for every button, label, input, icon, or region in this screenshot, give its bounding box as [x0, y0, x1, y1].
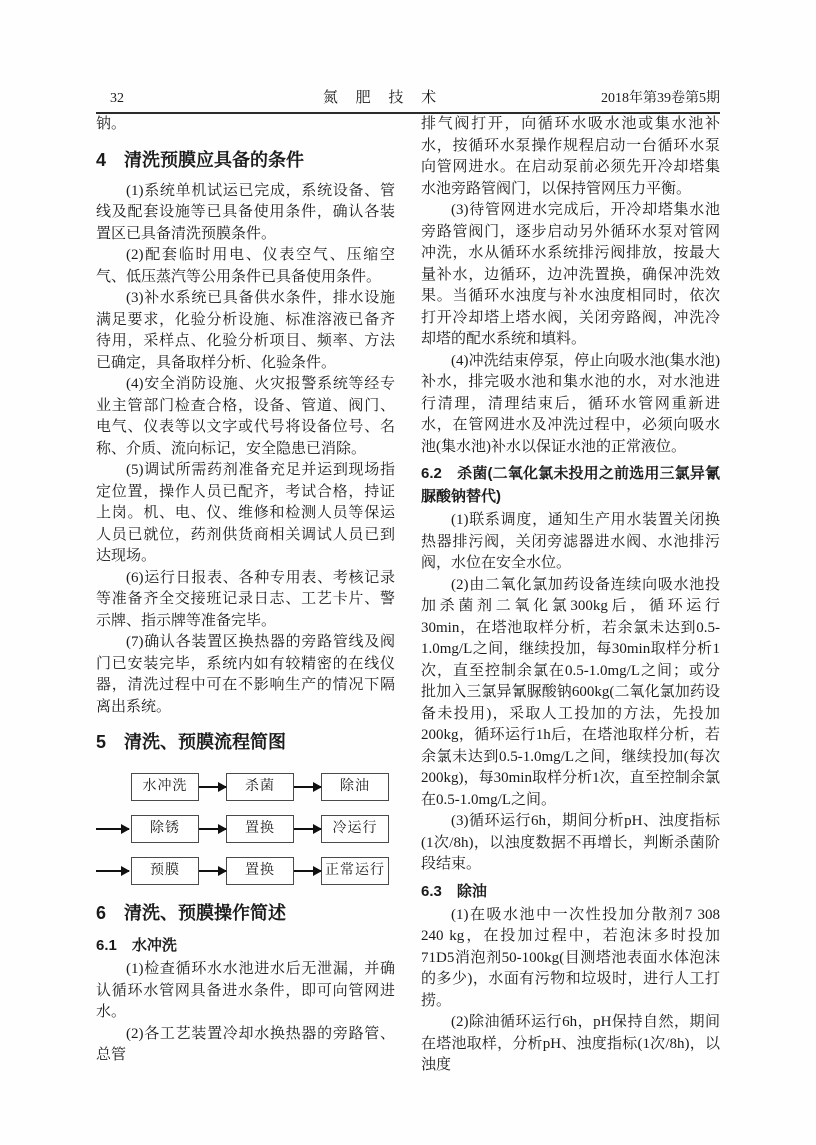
flow-box-degrease: 除油	[321, 773, 389, 801]
paragraph: (3)补水系统已具备供水条件，排水设施满足要求，化验分析设施、标准溶液已备齐待用，采样点、化验分析项目、频率、方法已确定，具备取样分析、化验条件。	[96, 290, 395, 371]
subsection-heading-6-3: 6.3 除油	[421, 882, 487, 900]
flow-box-replace-1: 置换	[226, 815, 294, 843]
paragraph: (3)待管网进水完成后，开冷却塔集水池旁路管阀门，逐步启动另外循环水泵对管网冲洗，水从循环水系统排污阀排放，按最大量补水，边循环，边冲洗置换，确保冲洗效果。当循环水浊度与补水浊度相同时，依次打开冷却塔上塔水阀，关闭旁路阀，冲洗冷却塔的配水系统和填料。	[421, 202, 720, 347]
flow-entry-arrow-icon	[96, 870, 129, 872]
section-heading-4: 4 清洗预膜应具备的条件	[96, 149, 305, 170]
flow-arrow-icon	[199, 870, 226, 872]
flow-box-normal-run: 正常运行	[321, 857, 389, 885]
flow-arrow-icon	[294, 828, 321, 830]
subsection-heading-6-2: 6.2 杀菌(二氧化氯未投用之前选用三氯异氰脲酸钠替代)	[421, 465, 720, 505]
flow-row-2	[96, 814, 395, 843]
paragraph: (4)安全消防设施、火灾报警系统等经专业主管部门检查合格，设备、管道、阀门、电气、仪表等以文字或代号将设备位号、名称、介质、流向标记，安全隐患已消除。	[96, 376, 395, 457]
flow-box-water-flush: 水冲洗	[131, 773, 199, 801]
flow-box-sterilize: 杀菌	[226, 773, 294, 801]
paragraph: (2)配套临时用电、仪表空气、压缩空气、低压蒸汽等公用条件已具备使用条件。	[96, 247, 395, 285]
article-body	[96, 114, 720, 1077]
flow-box-cold-run: 冷运行	[321, 815, 389, 843]
paragraph: (1)检查循环水水池进水后无泄漏，并确认循环水管网具备进水条件，即可向管网进水。	[96, 961, 395, 1020]
flow-diagram	[96, 772, 395, 885]
issue-info: 2018年第39卷第5期	[601, 91, 720, 106]
journal-title: 氮 肥 技 术	[322, 90, 444, 106]
subsection-heading-6-1: 6.1 水冲洗	[96, 937, 177, 954]
flow-arrow-icon	[294, 870, 321, 872]
flow-row-3	[96, 856, 395, 885]
left-column	[96, 114, 395, 1077]
paragraph: (5)调试所需药剂准备充足并运到现场指定位置，操作人员已配齐，考试合格，持证上岗。机、电、仪、维修和检测人员等保运人员已就位，药剂供货商相关调试人员已到达现场。	[96, 462, 395, 564]
flow-box-derust: 除锈	[131, 815, 199, 843]
paragraph: (6)运行日报表、各种专用表、考核记录等准备齐全交接班记录日志、工艺卡片、警示牌、指示牌等准备完毕。	[96, 569, 395, 629]
paragraph: (3)循环运行6h，期间分析pH、浊度指标(1次/8h)，以浊度数据不再增长，判断杀菌阶段结束。	[421, 813, 720, 872]
flow-arrow-icon	[199, 828, 226, 830]
paragraph-continuation: 排气阀打开，向循环水吸水池或集水池补水，按循环水泵操作规程启动一台循环水泵向管网进水。在启动泵前必须先开冷却塔集水池旁路管阀门，以保持管网压力平衡。	[421, 116, 720, 197]
paragraph: (1)系统单机试运已完成，系统设备、管线及配套设施等已具备使用条件，确认各装置区已具备清洗预膜条件。	[96, 182, 395, 242]
section-heading-6: 6 清洗、预膜操作简述	[96, 903, 287, 923]
section-heading-5: 5 清洗、预膜流程简图	[96, 732, 287, 752]
paragraph-continuation: 钠。	[96, 116, 127, 132]
paragraph: (2)除油循环运行6h，pH保持自然，期间在塔池取样，分析pH、浊度指标(1次/8h)，以浊度	[421, 1014, 720, 1073]
flow-arrow-icon	[294, 786, 321, 788]
paragraph: (7)确认各装置区换热器的旁路管线及阀门已安装完毕，系统内如有较精密的在线仪器，清洗过程中可在不影响生产的情况下隔离出系统。	[96, 634, 395, 715]
flow-row-1	[96, 772, 395, 801]
page-header	[96, 86, 720, 114]
paragraph: (1)联系调度，通知生产用水装置关闭换热器排污阀，关闭旁滤器进水阀、水池排污阀，水位在安全水位。	[421, 512, 720, 571]
paragraph: (2)由二氧化氯加药设备连续向吸水池投加杀菌剂二氧化氯300kg后，循环运行30min，在塔池取样分析，若余氯未达到0.5-1.0mg/L之间，继续投加，每30min取样分析1次，直至控制余氯在0.5-1.0mg/L之间；或分批加入三氯异氰脲酸钠600kg(二氧化氯加药设备未投用)，采取人工投加的方法，先投加200kg，循环运行1h后，在塔池取样分析，若余氯未达到0.5-1.0mg/L之间，继续投加(每次200kg)，每30min取样分析1次，直至控制余氯在0.5-1.0mg/L之间。	[421, 576, 720, 808]
flow-box-prefilm: 预膜	[131, 857, 199, 885]
paragraph: (2)各工艺装置冷却水换热器的旁路管、总管	[96, 1025, 395, 1063]
flow-row-entry	[96, 828, 131, 830]
flow-row-entry	[96, 870, 131, 872]
flow-entry-arrow-icon	[96, 828, 129, 830]
right-column	[421, 114, 720, 1077]
paragraph: (1)在吸水池中一次性投加分散剂7 308 240 kg，在投加过程中，若泡沫多时投加71D5消泡剂50-100kg(目测塔池表面水体泡沫的多少)，水面有污物和垃圾时，进行人工打捞。	[421, 906, 720, 1009]
page-number: 32	[110, 91, 124, 106]
paragraph: (4)冲洗结束停泵，停止向吸水池(集水池)补水，排完吸水池和集水池的水，对水池进行清理，清理结束后，循环水管网重新进水，在管网进水及冲洗过程中，必须向吸水池(集水池)补水以保证水池的正常液位。	[421, 352, 720, 455]
flow-box-replace-2: 置换	[226, 857, 294, 885]
flow-arrow-icon	[199, 786, 226, 788]
